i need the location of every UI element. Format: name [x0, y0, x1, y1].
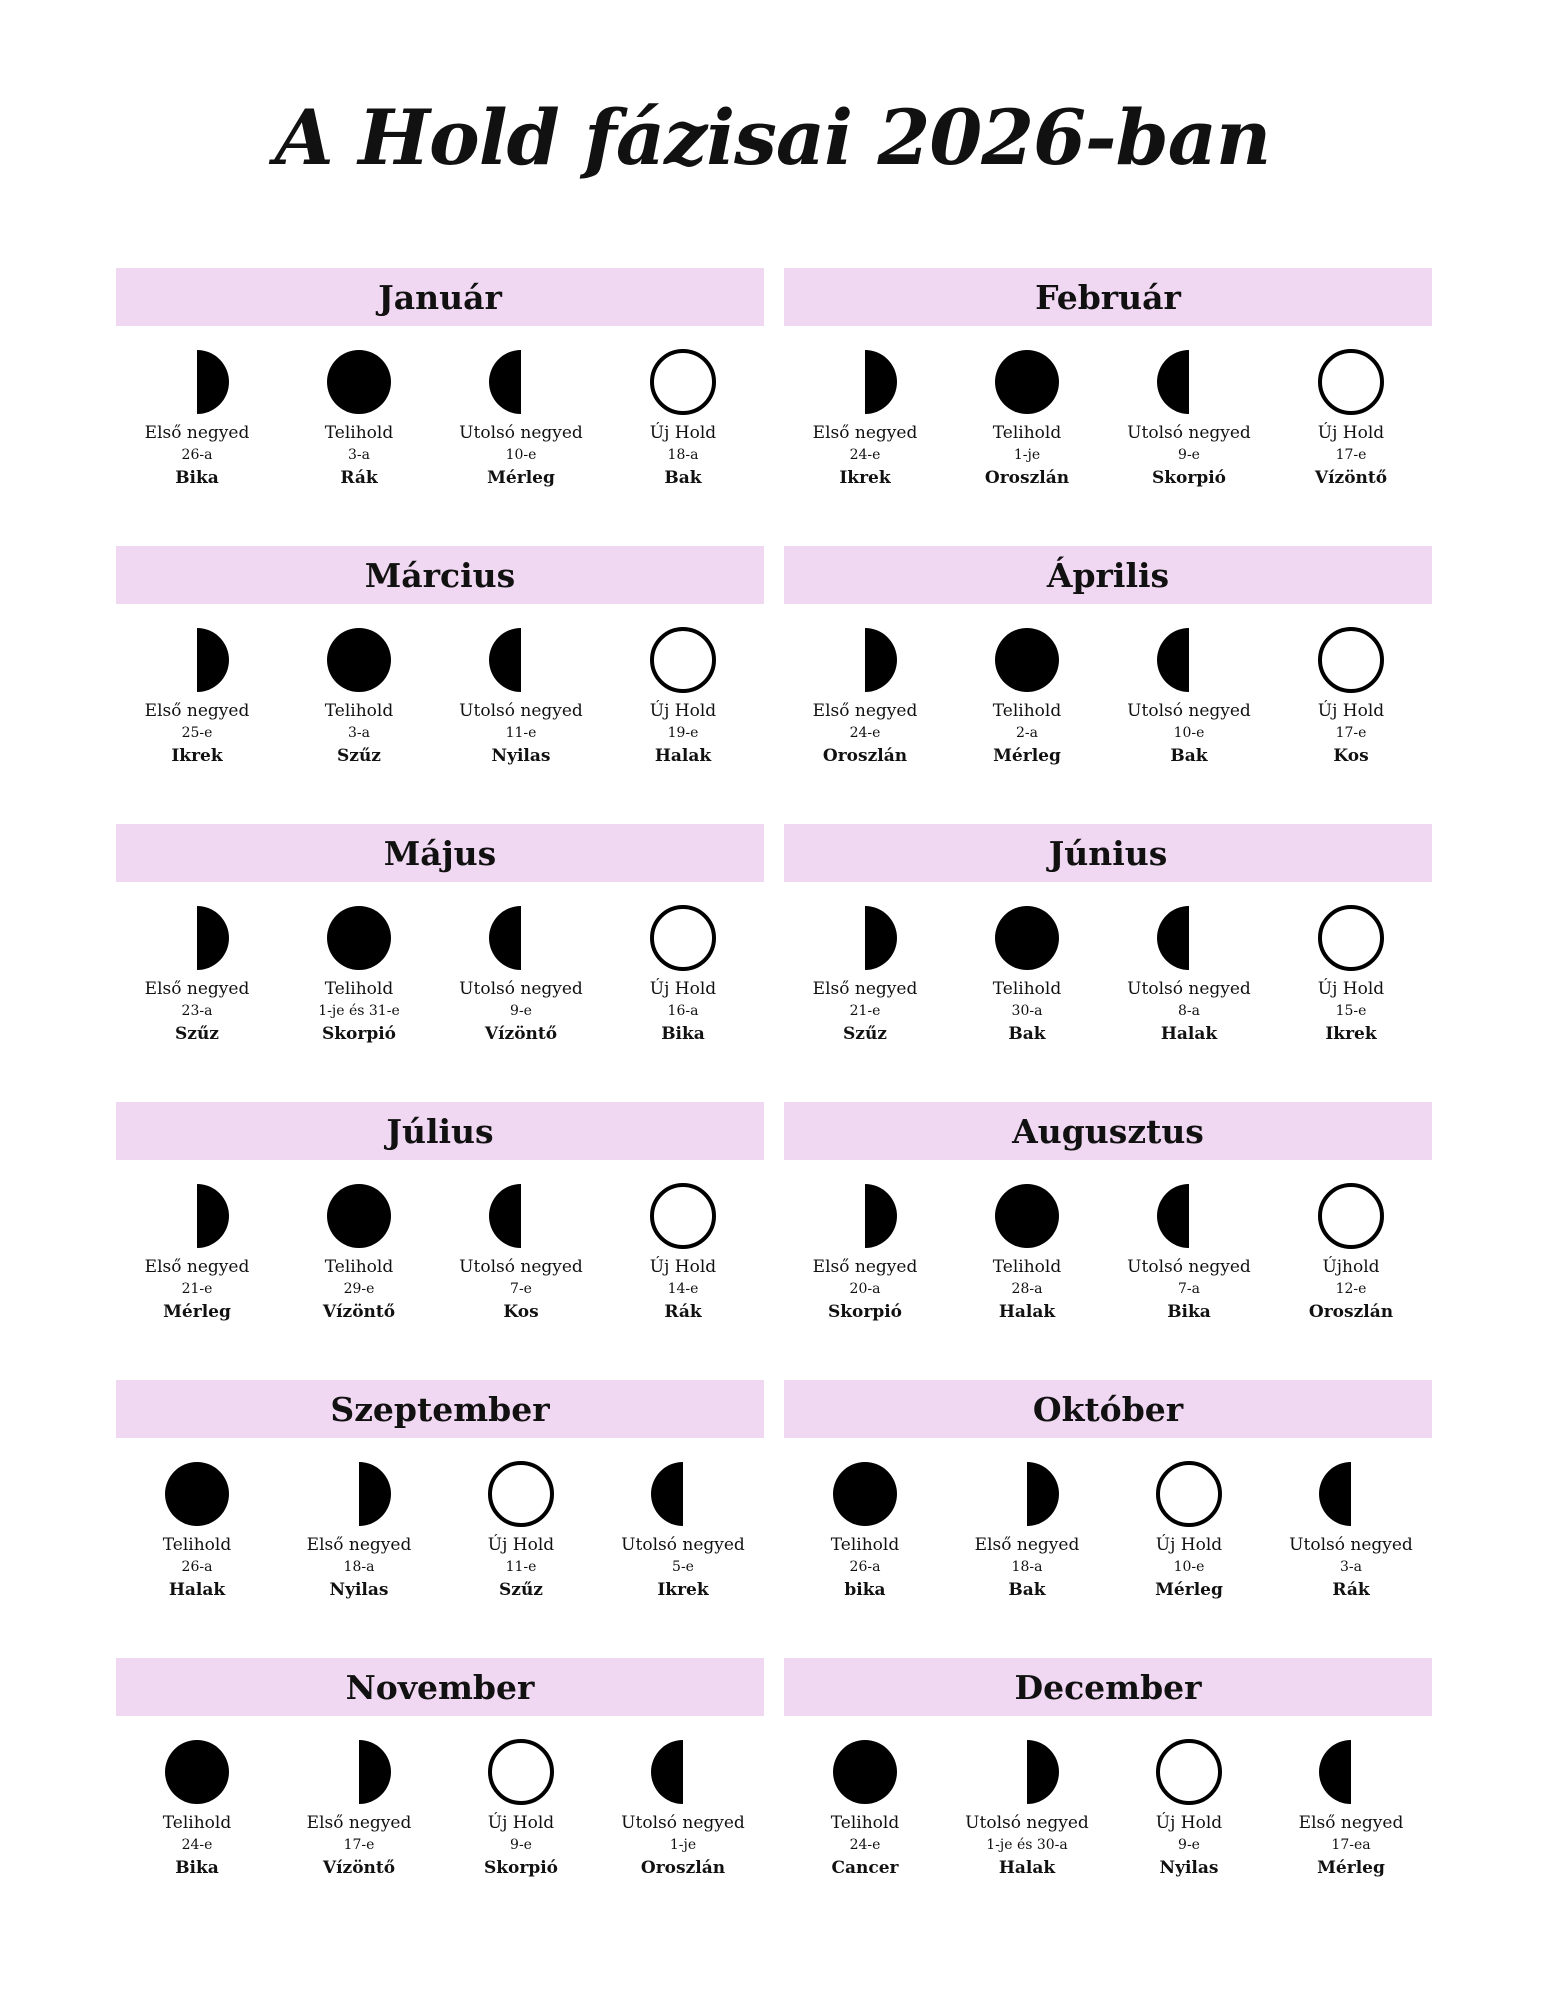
moon-phase-item — [784, 348, 946, 490]
moon-phase-item — [440, 904, 602, 1046]
moon-phase-item — [784, 904, 946, 1046]
month-header: Június — [784, 824, 1432, 882]
phase-date: 1-je — [669, 1837, 697, 1853]
new-moon-icon — [487, 1738, 555, 1806]
moon-phase-item — [278, 904, 440, 1046]
phase-label: Új Hold — [1317, 701, 1385, 721]
first-quarter-icon — [993, 1738, 1061, 1806]
phase-date: 30-a — [1011, 1003, 1043, 1019]
zodiac-sign: Szűz — [175, 1024, 219, 1044]
zodiac-sign: Cancer — [831, 1858, 899, 1878]
first-quarter-icon — [831, 626, 899, 694]
last-quarter-icon — [1155, 348, 1223, 416]
phase-date: 15-e — [1335, 1003, 1367, 1019]
last-quarter-icon — [487, 904, 555, 972]
phase-label: Első negyed — [812, 701, 918, 721]
phase-date: 11-e — [505, 725, 537, 741]
month-block — [116, 824, 764, 1102]
phase-label: Első negyed — [144, 423, 250, 443]
phase-label: Utolsó negyed — [459, 701, 583, 721]
phase-date: 25-e — [181, 725, 213, 741]
zodiac-sign: Vízöntő — [1314, 468, 1388, 488]
phase-date: 2-a — [1016, 725, 1038, 741]
moon-phase-item — [278, 1460, 440, 1602]
phase-date: 29-e — [343, 1281, 375, 1297]
new-moon-icon — [487, 1460, 555, 1528]
phase-row — [116, 626, 764, 768]
month-header: Július — [116, 1102, 764, 1160]
zodiac-sign: Halak — [168, 1580, 226, 1600]
first-quarter-icon — [163, 626, 231, 694]
phase-date: 9-e — [510, 1837, 532, 1853]
new-moon-icon — [1155, 1738, 1223, 1806]
months-grid — [116, 268, 1432, 1936]
moon-phase-item — [278, 626, 440, 768]
phase-label: Telihold — [992, 701, 1062, 721]
zodiac-sign: Ikrek — [657, 1580, 709, 1600]
phase-row — [784, 1460, 1432, 1602]
first-quarter-icon — [831, 348, 899, 416]
phase-date: 3-a — [348, 725, 370, 741]
phase-date: 26-a — [181, 447, 213, 463]
first-quarter-icon — [993, 1460, 1061, 1528]
phase-date: 20-a — [849, 1281, 881, 1297]
full-moon-icon — [325, 626, 393, 694]
phase-date: 9-e — [1178, 1837, 1200, 1853]
phase-row — [116, 904, 764, 1046]
new-moon-icon — [1317, 1182, 1385, 1250]
full-moon-icon — [993, 626, 1061, 694]
new-moon-icon — [649, 904, 717, 972]
zodiac-sign: Mérleg — [1155, 1580, 1223, 1600]
phase-label: Utolsó negyed — [1289, 1535, 1413, 1555]
zodiac-sign: Nyilas — [491, 746, 551, 766]
phase-label: Új Hold — [649, 701, 717, 721]
zodiac-sign: Rák — [1332, 1580, 1370, 1600]
moon-phase-item — [784, 626, 946, 768]
month-block — [116, 1658, 764, 1936]
zodiac-sign: Mérleg — [163, 1302, 231, 1322]
phase-date: 9-e — [510, 1003, 532, 1019]
phase-date: 12-e — [1335, 1281, 1367, 1297]
phase-date: 7-e — [510, 1281, 532, 1297]
zodiac-sign: Mérleg — [487, 468, 555, 488]
new-moon-icon — [649, 348, 717, 416]
phase-date: 28-a — [1011, 1281, 1043, 1297]
phase-date: 10-e — [1173, 1559, 1205, 1575]
new-moon-icon — [649, 626, 717, 694]
phase-label: Utolsó negyed — [1127, 701, 1251, 721]
full-moon-icon — [163, 1738, 231, 1806]
phase-label: Első negyed — [306, 1813, 412, 1833]
moon-phase-item — [1270, 1460, 1432, 1602]
last-quarter-icon — [1155, 1182, 1223, 1250]
phase-label: Utolsó negyed — [621, 1813, 745, 1833]
phase-date: 10-e — [505, 447, 537, 463]
month-header: November — [116, 1658, 764, 1716]
first-quarter-icon — [831, 904, 899, 972]
phase-date: 3-a — [1340, 1559, 1362, 1575]
phase-date: 24-e — [849, 725, 881, 741]
first-quarter-icon — [325, 1738, 393, 1806]
phase-date: 17-ea — [1331, 1837, 1371, 1853]
zodiac-sign: Vízöntő — [322, 1858, 396, 1878]
phase-label: Utolsó negyed — [459, 1257, 583, 1277]
moon-phase-item — [602, 1738, 764, 1880]
zodiac-sign: Bak — [664, 468, 702, 488]
zodiac-sign: Szűz — [337, 746, 381, 766]
phase-date: 16-a — [667, 1003, 699, 1019]
phase-date: 24-e — [849, 1837, 881, 1853]
phase-label: Utolsó negyed — [965, 1813, 1089, 1833]
phase-label: Új Hold — [649, 423, 717, 443]
moon-phase-item — [784, 1738, 946, 1880]
moon-phase-item — [116, 1738, 278, 1880]
first-quarter-icon — [163, 904, 231, 972]
full-moon-icon — [831, 1460, 899, 1528]
month-block — [116, 268, 764, 546]
phase-label: Új Hold — [487, 1535, 555, 1555]
phase-label: Első negyed — [144, 1257, 250, 1277]
zodiac-sign: Nyilas — [1159, 1858, 1219, 1878]
phase-label: Telihold — [324, 979, 394, 999]
zodiac-sign: Kos — [1333, 746, 1369, 766]
phase-label: Új Hold — [1155, 1535, 1223, 1555]
phase-row — [116, 1182, 764, 1324]
month-block — [784, 824, 1432, 1102]
zodiac-sign: Halak — [1160, 1024, 1218, 1044]
phase-date: 26-a — [849, 1559, 881, 1575]
month-block — [784, 1380, 1432, 1658]
phase-label: Újhold — [1322, 1257, 1380, 1277]
phase-label: Új Hold — [1317, 423, 1385, 443]
phase-row — [784, 904, 1432, 1046]
phase-date: 18-a — [1011, 1559, 1043, 1575]
moon-phase-item — [440, 1460, 602, 1602]
phase-label: Telihold — [992, 423, 1062, 443]
last-quarter-icon — [1317, 1738, 1385, 1806]
moon-phase-item — [116, 1182, 278, 1324]
moon-phase-item — [1270, 1182, 1432, 1324]
phase-date: 3-a — [348, 447, 370, 463]
phase-label: Új Hold — [1155, 1813, 1223, 1833]
moon-phase-item — [602, 348, 764, 490]
zodiac-sign: Ikrek — [839, 468, 891, 488]
phase-label: Új Hold — [649, 979, 717, 999]
phase-label: Telihold — [162, 1813, 232, 1833]
phase-date: 5-e — [672, 1559, 694, 1575]
phase-date: 21-e — [181, 1281, 213, 1297]
phase-label: Új Hold — [1317, 979, 1385, 999]
phase-date: 18-a — [343, 1559, 375, 1575]
phase-label: Új Hold — [649, 1257, 717, 1277]
month-block — [116, 546, 764, 824]
month-header: December — [784, 1658, 1432, 1716]
last-quarter-icon — [1317, 1460, 1385, 1528]
moon-phase-item — [278, 1738, 440, 1880]
phase-label: Telihold — [830, 1535, 900, 1555]
phase-label: Első negyed — [812, 979, 918, 999]
moon-phase-item — [946, 1182, 1108, 1324]
moon-phase-item — [440, 1738, 602, 1880]
moon-phase-item — [1270, 348, 1432, 490]
moon-phase-item — [602, 626, 764, 768]
last-quarter-icon — [487, 626, 555, 694]
phase-date: 24-e — [849, 447, 881, 463]
zodiac-sign: Bika — [175, 1858, 219, 1878]
phase-date: 19-e — [667, 725, 699, 741]
full-moon-icon — [993, 348, 1061, 416]
month-block — [116, 1380, 764, 1658]
full-moon-icon — [325, 348, 393, 416]
phase-date: 17-e — [1335, 725, 1367, 741]
moon-phase-item — [1270, 626, 1432, 768]
phase-label: Első negyed — [144, 979, 250, 999]
new-moon-icon — [1317, 626, 1385, 694]
phase-label: Telihold — [830, 1813, 900, 1833]
moon-phase-item — [116, 348, 278, 490]
phase-date: 14-e — [667, 1281, 699, 1297]
first-quarter-icon — [163, 1182, 231, 1250]
moon-phase-item — [784, 1460, 946, 1602]
phase-date: 9-e — [1178, 447, 1200, 463]
phase-label: Utolsó negyed — [621, 1535, 745, 1555]
phase-label: Utolsó negyed — [459, 423, 583, 443]
zodiac-sign: Ikrek — [171, 746, 223, 766]
phase-label: Telihold — [162, 1535, 232, 1555]
month-block — [784, 546, 1432, 824]
phase-date: 1-je — [1013, 447, 1041, 463]
month-block — [116, 1102, 764, 1380]
month-header: Január — [116, 268, 764, 326]
month-block — [784, 1658, 1432, 1936]
moon-phase-item — [784, 1182, 946, 1324]
month-header: Október — [784, 1380, 1432, 1438]
full-moon-icon — [163, 1460, 231, 1528]
moon-phase-item — [602, 904, 764, 1046]
moon-phase-item — [1108, 348, 1270, 490]
zodiac-sign: Halak — [998, 1302, 1056, 1322]
zodiac-sign: Nyilas — [329, 1580, 389, 1600]
phase-row — [116, 1460, 764, 1602]
phase-label: Utolsó negyed — [1127, 979, 1251, 999]
phase-date: 24-e — [181, 1837, 213, 1853]
moon-phase-item — [278, 348, 440, 490]
phase-label: Első negyed — [1298, 1813, 1404, 1833]
phase-date: 1-je és 30-a — [986, 1837, 1068, 1853]
last-quarter-icon — [649, 1738, 717, 1806]
phase-label: Első negyed — [144, 701, 250, 721]
moon-phase-item — [440, 348, 602, 490]
zodiac-sign: Oroszlán — [640, 1858, 726, 1878]
moon-phase-item — [116, 904, 278, 1046]
zodiac-sign: Skorpió — [483, 1858, 559, 1878]
full-moon-icon — [325, 1182, 393, 1250]
zodiac-sign: Mérleg — [993, 746, 1061, 766]
month-header: Február — [784, 268, 1432, 326]
full-moon-icon — [993, 1182, 1061, 1250]
zodiac-sign: Vízöntő — [322, 1302, 396, 1322]
zodiac-sign: Mérleg — [1317, 1858, 1385, 1878]
month-block — [784, 1102, 1432, 1380]
full-moon-icon — [831, 1738, 899, 1806]
moon-phase-item — [946, 348, 1108, 490]
last-quarter-icon — [1155, 626, 1223, 694]
phase-row — [784, 1738, 1432, 1880]
phase-date: 11-e — [505, 1559, 537, 1575]
month-header: Szeptember — [116, 1380, 764, 1438]
zodiac-sign: Rák — [664, 1302, 702, 1322]
month-header: Május — [116, 824, 764, 882]
moon-phase-item — [946, 904, 1108, 1046]
zodiac-sign: Bak — [1008, 1024, 1046, 1044]
phase-label: Első negyed — [812, 423, 918, 443]
phase-date: 10-e — [1173, 725, 1205, 741]
month-header: Augusztus — [784, 1102, 1432, 1160]
month-block — [784, 268, 1432, 546]
moon-phase-item — [1108, 904, 1270, 1046]
zodiac-sign: Kos — [503, 1302, 539, 1322]
zodiac-sign: Szűz — [499, 1580, 543, 1600]
zodiac-sign: Oroszlán — [984, 468, 1070, 488]
phase-label: Telihold — [992, 979, 1062, 999]
phase-label: Utolsó negyed — [1127, 423, 1251, 443]
phase-date: 23-a — [181, 1003, 213, 1019]
zodiac-sign: Skorpió — [321, 1024, 397, 1044]
moon-phase-item — [440, 626, 602, 768]
phase-date: 21-e — [849, 1003, 881, 1019]
phase-label: Utolsó negyed — [459, 979, 583, 999]
phase-date: 7-a — [1178, 1281, 1200, 1297]
phase-label: Telihold — [324, 423, 394, 443]
new-moon-icon — [649, 1182, 717, 1250]
phase-row — [784, 1182, 1432, 1324]
phase-date: 26-a — [181, 1559, 213, 1575]
phase-date: 18-a — [667, 447, 699, 463]
moon-phase-item — [1270, 904, 1432, 1046]
phase-label: Utolsó negyed — [1127, 1257, 1251, 1277]
last-quarter-icon — [487, 348, 555, 416]
phase-row — [116, 348, 764, 490]
page-title: A Hold fázisai 2026-ban — [274, 93, 1271, 182]
zodiac-sign: Bak — [1008, 1580, 1046, 1600]
first-quarter-icon — [163, 348, 231, 416]
phase-label: Új Hold — [487, 1813, 555, 1833]
phase-row — [784, 348, 1432, 490]
moon-phase-item — [946, 626, 1108, 768]
new-moon-icon — [1155, 1460, 1223, 1528]
moon-phase-item — [602, 1182, 764, 1324]
moon-phase-item — [1108, 1738, 1270, 1880]
zodiac-sign: Halak — [998, 1858, 1056, 1878]
zodiac-sign: Halak — [654, 746, 712, 766]
zodiac-sign: Szűz — [843, 1024, 887, 1044]
phase-date: 17-e — [1335, 447, 1367, 463]
last-quarter-icon — [487, 1182, 555, 1250]
last-quarter-icon — [1155, 904, 1223, 972]
zodiac-sign: Bika — [1167, 1302, 1211, 1322]
phase-date: 17-e — [343, 1837, 375, 1853]
month-header: Március — [116, 546, 764, 604]
zodiac-sign: Ikrek — [1325, 1024, 1377, 1044]
phase-label: Telihold — [324, 701, 394, 721]
phase-label: Első negyed — [974, 1535, 1080, 1555]
last-quarter-icon — [649, 1460, 717, 1528]
moon-phase-item — [1108, 1182, 1270, 1324]
moon-phase-item — [1108, 626, 1270, 768]
zodiac-sign: Bika — [661, 1024, 705, 1044]
moon-phase-item — [1270, 1738, 1432, 1880]
moon-phase-item — [946, 1460, 1108, 1602]
zodiac-sign: Skorpió — [1151, 468, 1227, 488]
month-header: Április — [784, 546, 1432, 604]
moon-phase-item — [440, 1182, 602, 1324]
moon-phase-item — [116, 1460, 278, 1602]
phase-date: 8-a — [1178, 1003, 1200, 1019]
moon-phase-item — [278, 1182, 440, 1324]
moon-phase-item — [1108, 1460, 1270, 1602]
new-moon-icon — [1317, 904, 1385, 972]
zodiac-sign: bika — [844, 1580, 886, 1600]
zodiac-sign: Bak — [1170, 746, 1208, 766]
zodiac-sign: Bika — [175, 468, 219, 488]
phase-date: 1-je és 31-e — [318, 1003, 400, 1019]
first-quarter-icon — [325, 1460, 393, 1528]
phase-row — [784, 626, 1432, 768]
phase-label: Telihold — [992, 1257, 1062, 1277]
moon-phase-item — [946, 1738, 1108, 1880]
moon-phase-item — [602, 1460, 764, 1602]
full-moon-icon — [325, 904, 393, 972]
zodiac-sign: Rák — [340, 468, 378, 488]
zodiac-sign: Vízöntő — [484, 1024, 558, 1044]
moon-phase-item — [116, 626, 278, 768]
zodiac-sign: Skorpió — [827, 1302, 903, 1322]
phase-label: Első negyed — [306, 1535, 412, 1555]
full-moon-icon — [993, 904, 1061, 972]
phase-row — [116, 1738, 764, 1880]
new-moon-icon — [1317, 348, 1385, 416]
first-quarter-icon — [831, 1182, 899, 1250]
phase-label: Telihold — [324, 1257, 394, 1277]
phase-label: Első negyed — [812, 1257, 918, 1277]
zodiac-sign: Oroszlán — [1308, 1302, 1394, 1322]
zodiac-sign: Oroszlán — [822, 746, 908, 766]
